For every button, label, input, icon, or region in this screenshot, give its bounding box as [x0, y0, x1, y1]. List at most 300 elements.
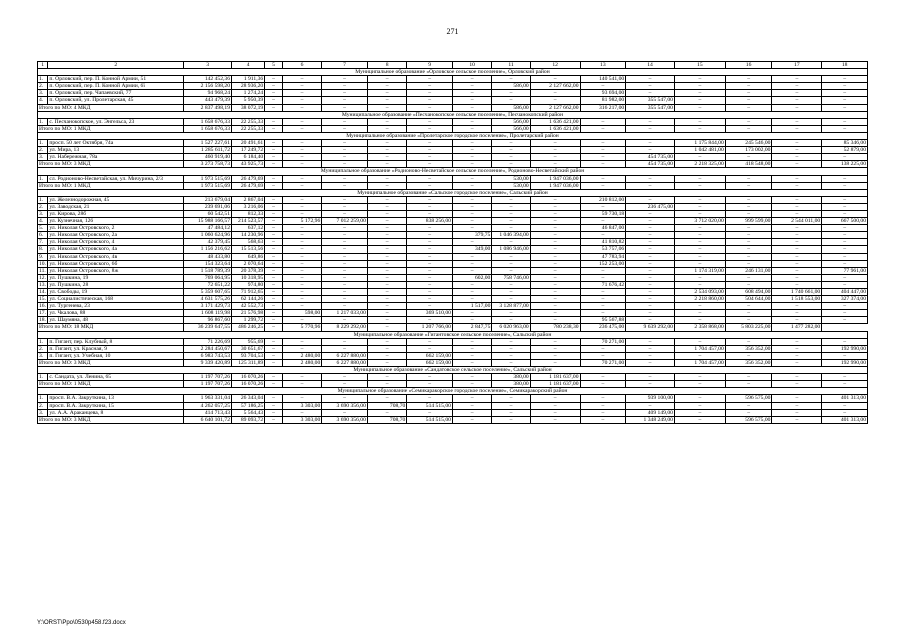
table-cell: 245 546,00	[725, 140, 772, 147]
table-cell: –	[822, 239, 868, 246]
table-cell: –	[772, 83, 822, 90]
table-cell: –	[282, 76, 321, 83]
table-cell: –	[772, 140, 822, 147]
table-cell: 213 679,04	[184, 196, 232, 203]
table-cell: –	[265, 210, 283, 217]
table-cell: 1 608 119,98	[184, 310, 232, 317]
table-cell: –	[725, 210, 772, 217]
table-cell: –	[725, 97, 772, 104]
table-cell: –	[530, 345, 580, 352]
column-number: 3	[184, 62, 232, 69]
table-cell: 16 070,26	[232, 374, 265, 381]
table-cell: –	[265, 281, 283, 288]
table-cell: –	[322, 260, 368, 267]
table-cell: –	[265, 140, 283, 147]
table-cell: –	[265, 345, 283, 352]
subtotal-label: Итого по МО: 3 МКД	[38, 359, 184, 366]
table-row	[38, 310, 868, 317]
table-cell: –	[367, 281, 406, 288]
table-cell: –	[407, 345, 453, 352]
table-cell: –	[367, 83, 406, 90]
table-cell: –	[407, 338, 453, 345]
table-cell: –	[282, 289, 321, 296]
table-cell: –	[322, 232, 368, 239]
table-cell: –	[822, 381, 868, 388]
table-cell: 2 534 093,00	[674, 289, 725, 296]
table-cell: –	[674, 196, 725, 203]
table-cell: –	[452, 253, 491, 260]
table-cell: 236 475,00	[580, 324, 626, 331]
table-cell: –	[674, 374, 725, 381]
table-cell: 514 515,00	[407, 402, 453, 409]
table-cell: –	[530, 281, 580, 288]
table-cell: 327 374,00	[822, 296, 868, 303]
table-cell: –	[772, 409, 822, 416]
table-cell: 3 690 356,00	[322, 416, 368, 423]
table-cell: –	[772, 374, 822, 381]
address-cell: п. Орловский, пер. П. Конной Армии, 6ї	[48, 83, 184, 90]
address-cell: ул. Шаумяна, 48	[48, 317, 184, 324]
table-cell: –	[580, 118, 626, 125]
municipality-header-row	[38, 331, 868, 338]
table-cell: –	[626, 267, 675, 274]
table-row	[38, 196, 868, 203]
table-cell: 125 311,89	[232, 359, 265, 366]
municipality-header-row	[38, 69, 868, 76]
table-cell: –	[282, 374, 321, 381]
table-cell: –	[322, 140, 368, 147]
column-number: 18	[822, 62, 868, 69]
table-cell: –	[822, 118, 868, 125]
table-cell: –	[407, 125, 453, 132]
table-cell: –	[725, 154, 772, 161]
table-cell: –	[530, 274, 580, 281]
table-cell: –	[626, 239, 675, 246]
table-cell: –	[367, 374, 406, 381]
table-cell: 70 271,00	[580, 359, 626, 366]
table-cell: –	[725, 274, 772, 281]
table-cell: –	[772, 281, 822, 288]
table-cell: –	[822, 104, 868, 111]
table-cell: 6 983 743,53	[184, 352, 232, 359]
table-cell: –	[282, 381, 321, 388]
table-cell: –	[772, 260, 822, 267]
table-cell: –	[265, 402, 283, 409]
column-number: 14	[626, 62, 675, 69]
table-cell: –	[282, 239, 321, 246]
table-cell: –	[822, 317, 868, 324]
table-cell: –	[580, 345, 626, 352]
table-cell: 52 879,00	[822, 147, 868, 154]
table-cell: 6 640 101,72	[184, 416, 232, 423]
table-cell: –	[492, 161, 530, 168]
table-cell: 1 217 033,00	[322, 310, 368, 317]
table-cell: –	[626, 402, 675, 409]
table-row	[38, 409, 868, 416]
table-cell: –	[367, 232, 406, 239]
table-cell: 4 631 575,26	[184, 296, 232, 303]
table-cell: 1 658 676,33	[184, 125, 232, 132]
table-cell: –	[674, 381, 725, 388]
table-cell: 566,00	[492, 125, 530, 132]
table-cell: –	[530, 416, 580, 423]
address-cell: ул. Заводская, 21	[48, 203, 184, 210]
table-cell: 596 575,00	[725, 395, 772, 402]
table-cell: –	[772, 267, 822, 274]
table-cell: –	[322, 104, 368, 111]
table-cell: –	[282, 274, 321, 281]
table-cell: 3 303,00	[282, 402, 321, 409]
municipality-header-row	[38, 168, 868, 175]
table-cell: 3 128 877,00	[492, 303, 530, 310]
table-cell: –	[367, 196, 406, 203]
table-cell: –	[452, 239, 491, 246]
table-cell: –	[772, 416, 822, 423]
table-cell: –	[265, 225, 283, 232]
table-cell: 10 318,95	[232, 274, 265, 281]
table-cell: 1 963 331,04	[184, 395, 232, 402]
table-row	[38, 345, 868, 352]
table-cell: –	[674, 260, 725, 267]
table-cell: 1 517,00	[452, 303, 491, 310]
table-cell: –	[492, 338, 530, 345]
table-cell: 9 339 420,89	[184, 359, 232, 366]
table-cell: –	[772, 196, 822, 203]
table-cell: –	[367, 303, 406, 310]
table-cell: 6 184,40	[232, 154, 265, 161]
table-cell: 1 704 457,00	[674, 359, 725, 366]
table-cell: –	[492, 253, 530, 260]
table-cell: –	[626, 289, 675, 296]
row-number: 1.	[38, 395, 48, 402]
table-cell: –	[822, 210, 868, 217]
table-cell: –	[580, 289, 626, 296]
table-cell: –	[265, 76, 283, 83]
table-cell: –	[492, 310, 530, 317]
table-cell: –	[282, 175, 321, 182]
table-cell: 418 548,00	[725, 161, 772, 168]
table-cell: 140 541,00	[580, 76, 626, 83]
table-cell: –	[674, 281, 725, 288]
address-cell: с. Песчанокопское, ул. Энгельса, 23	[48, 118, 184, 125]
table-cell: 708,70	[367, 416, 406, 423]
table-cell: 1 156 216,62	[184, 246, 232, 253]
table-cell: –	[530, 147, 580, 154]
table-cell: –	[725, 374, 772, 381]
table-cell: –	[452, 409, 491, 416]
table-cell: –	[367, 125, 406, 132]
municipality-header-row	[38, 388, 868, 395]
row-number: 1.	[38, 175, 48, 182]
table-cell: –	[407, 296, 453, 303]
table-cell: –	[282, 395, 321, 402]
table-row	[38, 352, 868, 359]
municipality-name: Муниципальное образование «Пролетарское городское поселение», Пролетарский район	[38, 132, 868, 139]
table-cell: –	[674, 395, 725, 402]
data-table	[37, 61, 868, 424]
table-cell: –	[367, 253, 406, 260]
table-cell: –	[282, 83, 321, 90]
table-cell: 192 990,00	[822, 359, 868, 366]
table-cell: –	[492, 267, 530, 274]
table-cell: –	[322, 345, 368, 352]
table-cell: –	[265, 338, 283, 345]
table-cell: –	[822, 196, 868, 203]
table-cell: –	[492, 317, 530, 324]
table-cell: 355 547,00	[626, 104, 675, 111]
address-cell: ул. Тургенева, 23	[48, 303, 184, 310]
table-cell: 17 249,72	[232, 147, 265, 154]
table-cell: –	[580, 381, 626, 388]
table-cell: –	[367, 381, 406, 388]
table-cell: –	[322, 83, 368, 90]
table-cell: 36 239 647,55	[184, 324, 232, 331]
table-cell: 3 171 429,73	[184, 303, 232, 310]
table-cell: –	[265, 253, 283, 260]
table-cell: –	[772, 161, 822, 168]
table-row	[38, 260, 868, 267]
table-cell: –	[265, 175, 283, 182]
table-cell: –	[725, 83, 772, 90]
municipality-header-row	[38, 189, 868, 196]
table-cell: –	[265, 324, 283, 331]
table-cell: –	[407, 147, 453, 154]
table-cell: –	[772, 90, 822, 97]
table-cell: 20 378,39	[232, 267, 265, 274]
table-cell: 401 313,00	[822, 395, 868, 402]
table-cell: –	[265, 154, 283, 161]
table-cell: –	[674, 303, 725, 310]
table-cell: –	[407, 260, 453, 267]
table-cell: –	[725, 310, 772, 317]
table-row	[38, 154, 868, 161]
table-cell: –	[282, 210, 321, 217]
table-cell: –	[452, 76, 491, 83]
subtotal-label: Итого по МО: 3 МКД	[38, 161, 184, 168]
table-cell: –	[282, 267, 321, 274]
column-number: 16	[725, 62, 772, 69]
table-cell: –	[407, 83, 453, 90]
table-cell: –	[452, 147, 491, 154]
table-cell: –	[282, 196, 321, 203]
table-cell: –	[282, 104, 321, 111]
table-cell: 1 973 515,69	[184, 182, 232, 189]
table-cell: –	[530, 267, 580, 274]
table-cell: –	[452, 310, 491, 317]
row-number: 18.	[39, 317, 46, 324]
table-cell: –	[322, 338, 368, 345]
row-number: 2.	[38, 203, 48, 210]
table-cell: –	[367, 239, 406, 246]
table-row	[38, 338, 868, 345]
table-cell: 1 518 553,00	[772, 296, 822, 303]
table-cell: –	[452, 118, 491, 125]
table-cell: –	[674, 182, 725, 189]
table-cell: –	[322, 253, 368, 260]
table-cell: –	[580, 83, 626, 90]
table-cell: –	[530, 154, 580, 161]
table-cell: –	[530, 317, 580, 324]
page-number: 271	[446, 27, 459, 36]
table-cell: –	[282, 409, 321, 416]
address-cell: ул. Николая Островского, 2	[48, 225, 184, 232]
table-cell: –	[492, 147, 530, 154]
table-cell: –	[492, 352, 530, 359]
subtotal-row	[38, 359, 868, 366]
table-row	[38, 90, 868, 97]
table-cell: –	[282, 225, 321, 232]
table-cell: 43 925,73	[232, 161, 265, 168]
address-cell: п. Гигант, ул. Учебная, 10	[48, 352, 184, 359]
table-cell: 2 837 498,19	[184, 104, 232, 111]
table-cell: –	[772, 359, 822, 366]
table-cell: –	[822, 203, 868, 210]
table-cell: 380,00	[492, 374, 530, 381]
table-cell: 42 379,45	[184, 239, 232, 246]
table-cell: –	[626, 352, 675, 359]
table-cell: 28 936,20	[232, 83, 265, 90]
table-cell: –	[282, 338, 321, 345]
table-cell: –	[322, 317, 368, 324]
table-row	[38, 147, 868, 154]
table-cell: –	[367, 147, 406, 154]
table-cell: 662 159,00	[407, 359, 453, 366]
table-cell: –	[322, 246, 368, 253]
table-cell: 236 475,00	[626, 203, 675, 210]
row-number: 17.	[39, 310, 46, 317]
table-cell: –	[822, 253, 868, 260]
table-cell: 1 477 282,00	[772, 324, 822, 331]
row-number: 3.	[38, 352, 48, 359]
table-row	[38, 225, 868, 232]
subtotal-row	[38, 324, 868, 331]
table-cell: –	[822, 182, 868, 189]
table-cell: –	[322, 203, 368, 210]
municipality-name: Муниципальное образование «Сандатовское сельское поселение», Сальский район	[38, 367, 868, 374]
column-number: 9	[407, 62, 453, 69]
table-cell: –	[772, 175, 822, 182]
table-cell: –	[530, 239, 580, 246]
table-cell: 649,86	[232, 253, 265, 260]
table-cell: –	[580, 154, 626, 161]
table-cell: –	[322, 409, 368, 416]
table-cell: 22 255,33	[232, 125, 265, 132]
table-cell: –	[367, 154, 406, 161]
table-cell: –	[822, 374, 868, 381]
table-cell: 14 230,96	[232, 232, 265, 239]
table-cell: –	[772, 345, 822, 352]
table-cell: 1 181 637,00	[530, 381, 580, 388]
table-cell: –	[492, 345, 530, 352]
table-cell: 6 020 963,00	[492, 324, 530, 331]
address-cell: просп. В.А. Закруткина, 15	[48, 402, 184, 409]
table-cell: –	[822, 97, 868, 104]
table-cell: –	[322, 76, 368, 83]
subtotal-label: Итого по МО: 1 МКД	[38, 182, 184, 189]
table-cell: 939 100,00	[626, 395, 675, 402]
table-cell: –	[725, 104, 772, 111]
row-number: 3.	[38, 154, 48, 161]
table-cell: –	[530, 140, 580, 147]
table-cell: –	[725, 76, 772, 83]
table-cell: –	[452, 225, 491, 232]
table-cell: –	[492, 225, 530, 232]
table-cell: –	[725, 125, 772, 132]
row-number: 13.	[39, 281, 46, 288]
table-cell: –	[626, 118, 675, 125]
table-cell: –	[322, 175, 368, 182]
table-cell: 5 803 225,00	[725, 324, 772, 331]
table-cell: –	[530, 161, 580, 168]
table-cell: –	[407, 381, 453, 388]
table-cell: 2 218 325,00	[674, 161, 725, 168]
table-row	[38, 402, 868, 409]
table-cell: –	[492, 203, 530, 210]
table-cell: 1 527 227,61	[184, 140, 232, 147]
municipality-name: Муниципальное образование «Песчанокопское сельское поселение», Песчанокопский район	[38, 111, 868, 118]
table-cell: 404 447,00	[822, 289, 868, 296]
table-cell: –	[674, 203, 725, 210]
table-cell: 443 479,39	[184, 97, 232, 104]
table-cell: –	[265, 182, 283, 189]
table-cell: –	[367, 352, 406, 359]
table-cell: –	[282, 260, 321, 267]
table-cell: –	[530, 352, 580, 359]
address-cell: просп. В.А. Закруткина, 13	[48, 395, 184, 402]
table-cell: –	[367, 104, 406, 111]
table-cell: –	[530, 402, 580, 409]
table-cell: –	[772, 147, 822, 154]
table-cell: –	[282, 232, 321, 239]
table-cell: –	[407, 140, 453, 147]
table-cell: –	[580, 374, 626, 381]
table-cell: –	[725, 182, 772, 189]
row-number: 2.	[38, 147, 48, 154]
table-cell: –	[265, 267, 283, 274]
address-cell: ул. Николая Островского, 8ж	[48, 267, 184, 274]
table-cell: –	[367, 175, 406, 182]
table-cell: –	[367, 345, 406, 352]
table-cell: 192 990,00	[822, 345, 868, 352]
table-cell: 409 149,00	[626, 409, 675, 416]
table-cell: 608 494,00	[725, 289, 772, 296]
table-cell: –	[265, 260, 283, 267]
table-cell: –	[725, 338, 772, 345]
table-cell: 414 713,43	[184, 409, 232, 416]
table-cell: –	[282, 154, 321, 161]
table-cell: 769 064,95	[184, 274, 232, 281]
table-cell: –	[530, 296, 580, 303]
table-cell: –	[725, 175, 772, 182]
table-row	[38, 374, 868, 381]
table-cell: –	[367, 274, 406, 281]
table-cell: –	[674, 416, 725, 423]
table-row	[38, 317, 868, 324]
table-cell: –	[530, 196, 580, 203]
address-cell: ул. Николая Островского, 4в	[48, 253, 184, 260]
table-cell: 1 207 766,00	[407, 324, 453, 331]
table-cell: 1 299,72	[232, 317, 265, 324]
column-number: 12	[530, 62, 580, 69]
table-cell: 62 144,26	[232, 296, 265, 303]
table-cell: –	[367, 225, 406, 232]
table-cell: –	[407, 232, 453, 239]
table-cell: –	[407, 303, 453, 310]
table-cell: –	[322, 161, 368, 168]
table-cell: 662 159,00	[407, 352, 453, 359]
table-cell: –	[407, 97, 453, 104]
table-cell: –	[282, 140, 321, 147]
